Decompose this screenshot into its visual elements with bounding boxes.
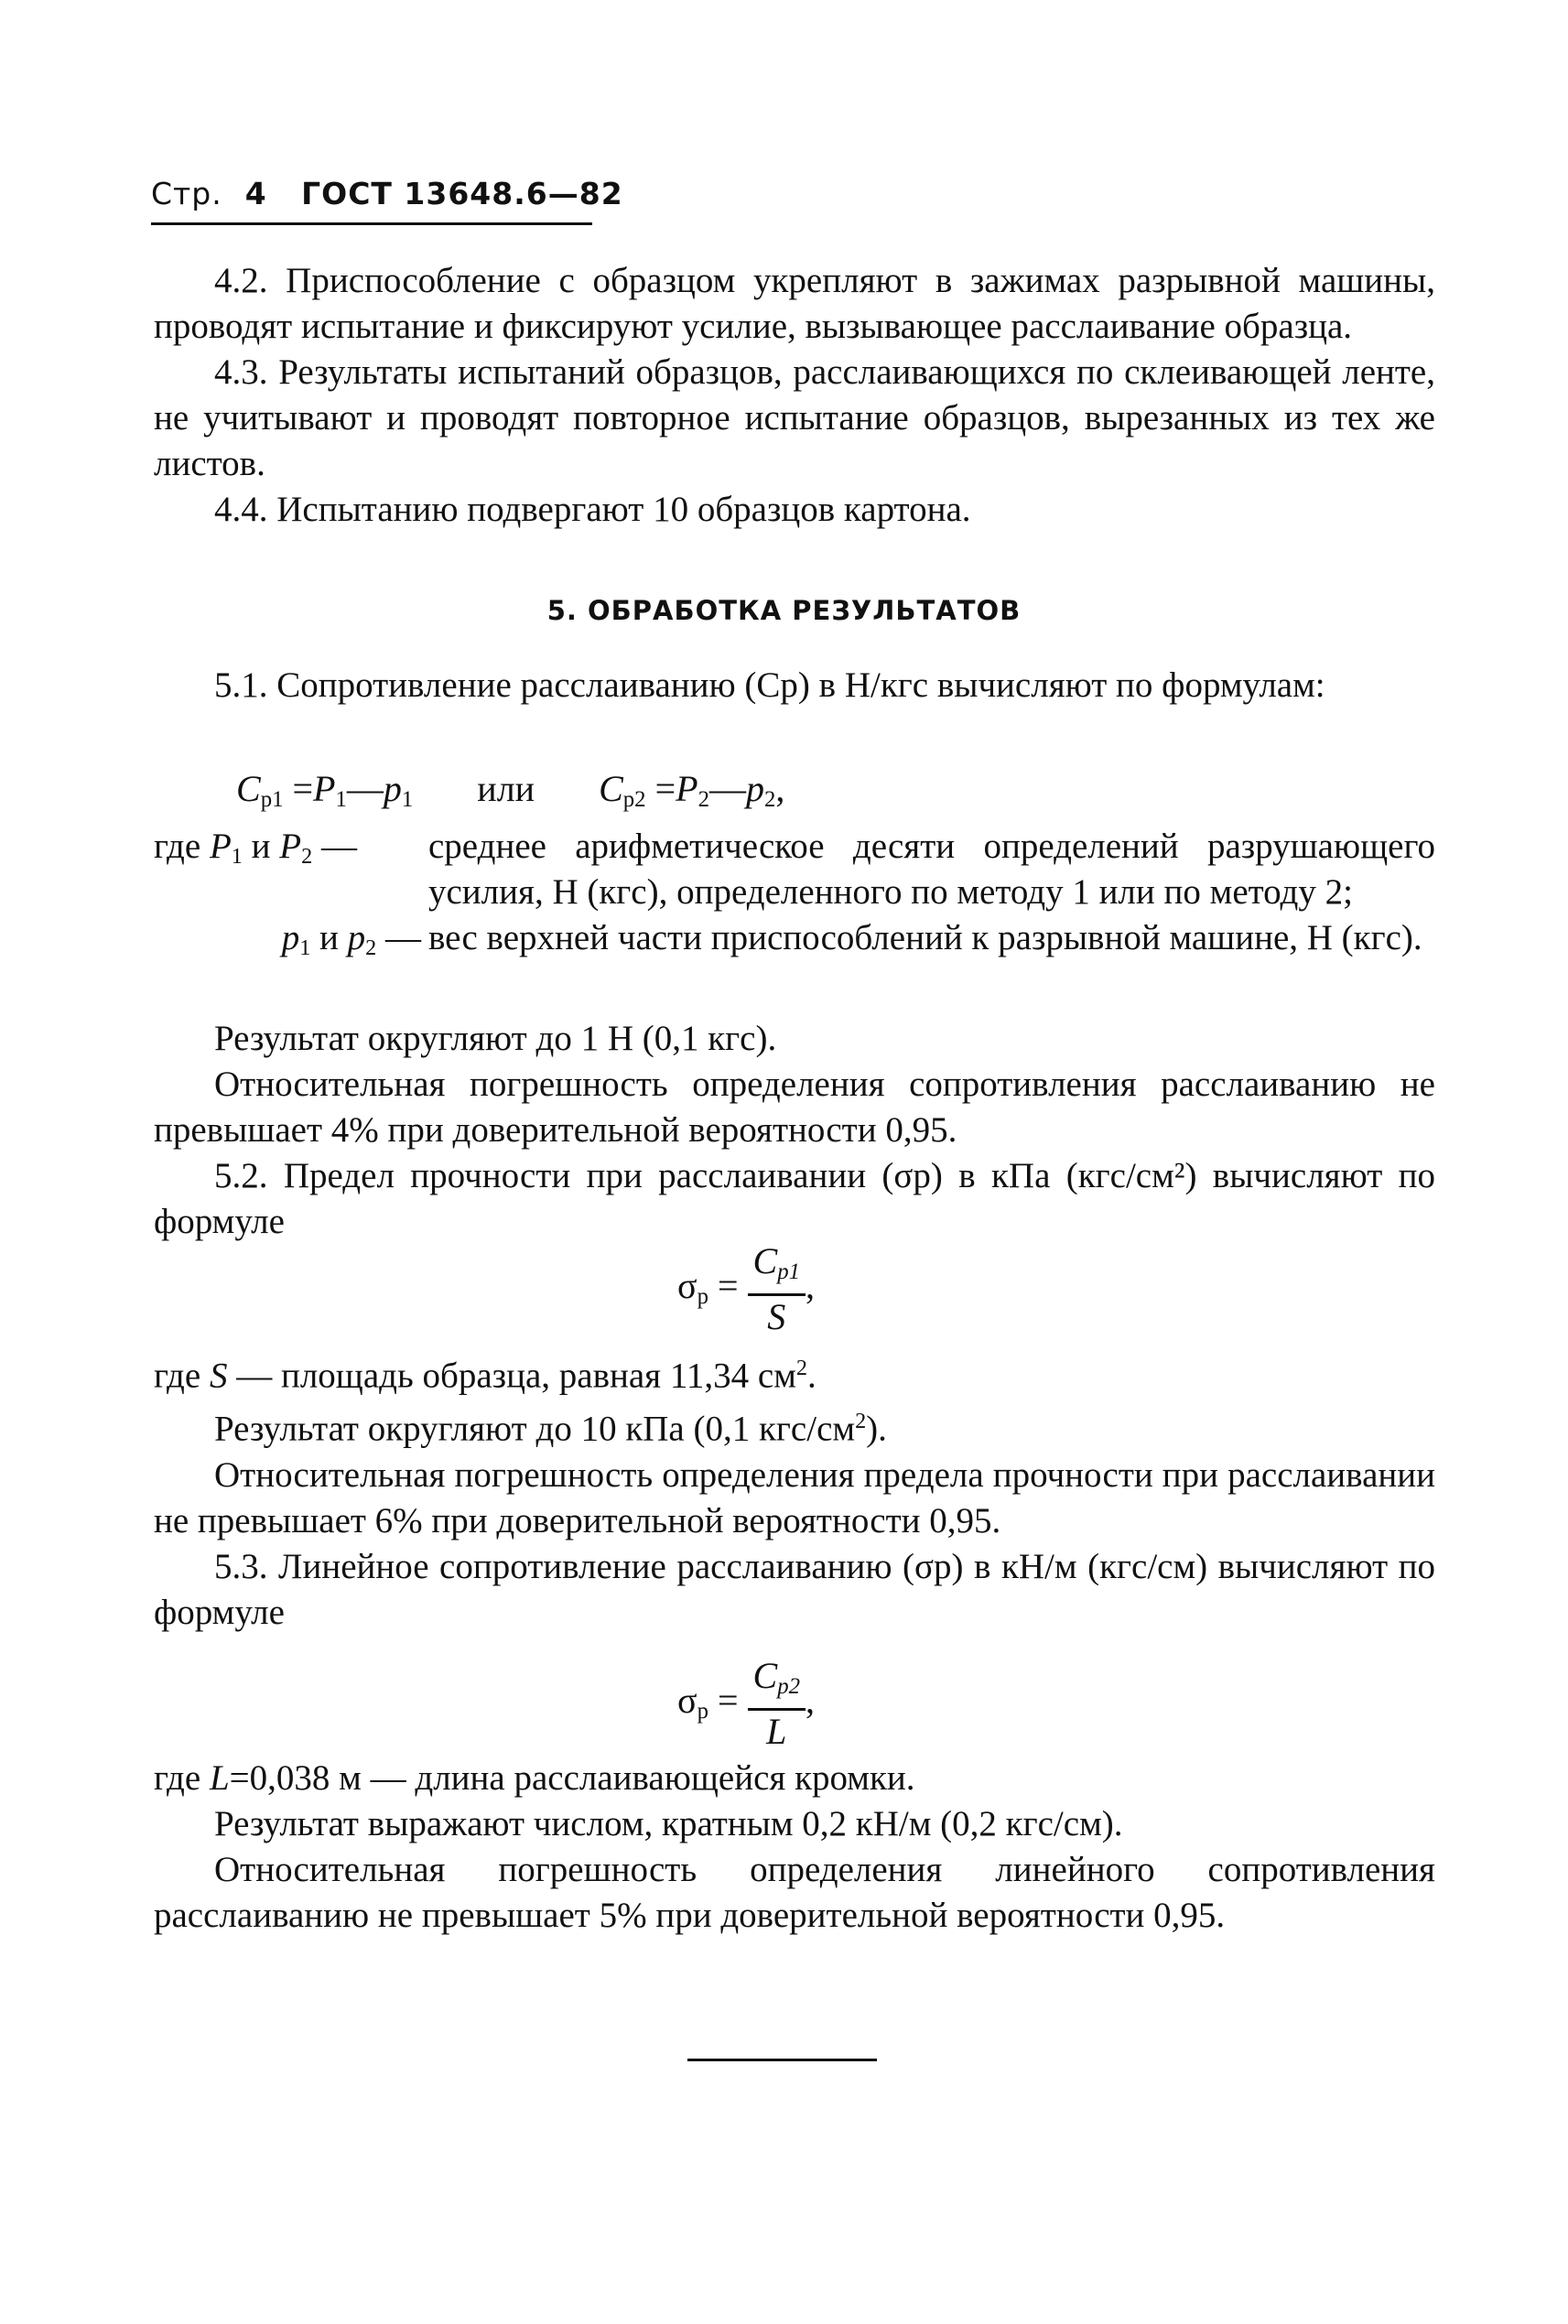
page-number: 4 (244, 176, 267, 211)
round-result-1: Результат округляют до 1 Н (0,1 кгс). (214, 1019, 777, 1058)
formula-3-denominator: L (766, 1711, 787, 1753)
page-header (151, 176, 623, 211)
where-lowercase-p-text: вес верхней части приспособлений к разрывной машине, Н (кгс). (428, 918, 1422, 957)
round-result-3: Результат выражают числом, кратным 0,2 кН/м (0,2 кгс/см). (214, 1804, 1123, 1843)
formula-2-numerator: $C_{р1}$ (748, 1240, 806, 1296)
end-rule (687, 2059, 877, 2061)
section-5-1-results (154, 1016, 1435, 1245)
error-note-2: Относительная погрешность определения предела прочности при расслаивании не превышает 6% при доверительной вероятности 0,95. (154, 1454, 1435, 1540)
formula-1-or: или (477, 768, 535, 809)
formula-1: $C_{р1}$ $=P_1—p_1$ или $C_{р2}$ $=P_2—p_2$, (236, 768, 785, 813)
round-result-2: Результат округляют до 10 кПа (0,1 кгс/$см^2$). (214, 1409, 887, 1449)
section-5-1-intro-block (154, 663, 1435, 708)
formula-2: $\sigma_р$ = $\frac{C_{р1}}{S}$ , (677, 1240, 816, 1338)
section-5-title: 5. ОБРАБОТКА РЕЗУЛЬТАТОВ (546, 595, 1022, 626)
error-note-1: Относительная погрешность определения сопротивления расслаиванию не превышает 4% при доверительной вероятности 0,95. (154, 1065, 1435, 1150)
formula-3: $\sigma_р$ = $\frac{C_{р2}}{L}$ , (677, 1655, 816, 1753)
error-note-3: Относительная погрешность определения линейного сопротивления расслаиванию не превышает 5% при доверительной вероятности 0,95. (154, 1850, 1435, 1935)
paragraph-4-3: 4.3. Результаты испытаний образцов, расслаивающихся по склеивающей ленте, не учитывают и проводят повторное испытание образцов, вырезанных из тех же листов. (154, 352, 1435, 483)
where-s: где S — площадь образца, равная 11,34 $см^2$. (154, 1356, 816, 1396)
standard-number: ГОСТ 13648.6—82 (301, 176, 623, 211)
paragraph-5-2-intro: 5.2. Предел прочности при расслаивании (σр) в кПа (кгс/см²) вычисляют по формуле (154, 1156, 1435, 1241)
formula-3-numerator: $C_{р2}$ (748, 1655, 806, 1711)
paragraph-4-4: 4.4. Испытанию подвергают 10 образцов картона. (214, 490, 971, 529)
paragraph-4-2: 4.2. Приспособление с образцом укрепляют в зажимах разрывной машины, проводят испытание и фиксируют усилие, вызывающее расслаивание образца. (154, 261, 1435, 346)
paragraph-5-3-intro: 5.3. Линейное сопротивление расслаиванию (σр) в кН/м (кгс/см) вычисляют по формуле (154, 1546, 1435, 1632)
where-l: где L=0,038 м — длина расслаивающейся кромки. (154, 1758, 915, 1798)
where-p-text: среднее арифметическое десяти определений разрушающего усилия, Н (кгс), определенного по методу 1 или по методу 2; (428, 827, 1435, 912)
header-rule (151, 222, 592, 225)
where-p-lead: где $P_1$ и $P_2$ — (154, 827, 357, 870)
page-label: Стр. (151, 176, 222, 211)
where-p-block (154, 824, 1435, 971)
formula-2-lhs: $\sigma_р$ = (677, 1264, 739, 1309)
formula-2-denominator: S (767, 1296, 786, 1338)
formula-3-lhs: $\sigma_р$ = (677, 1679, 739, 1724)
paragraph-5-1-intro: 5.1. Сопротивление расслаиванию (Cр) в Н/кгс вычисляют по формулам: (214, 665, 1325, 705)
section-5-2-results (154, 1346, 1435, 1636)
section-4-text (154, 258, 1435, 533)
where-lowercase-p-lead: $p_1$ и $p_2$ — (281, 918, 421, 961)
section-5-3-results (154, 1756, 1435, 1939)
